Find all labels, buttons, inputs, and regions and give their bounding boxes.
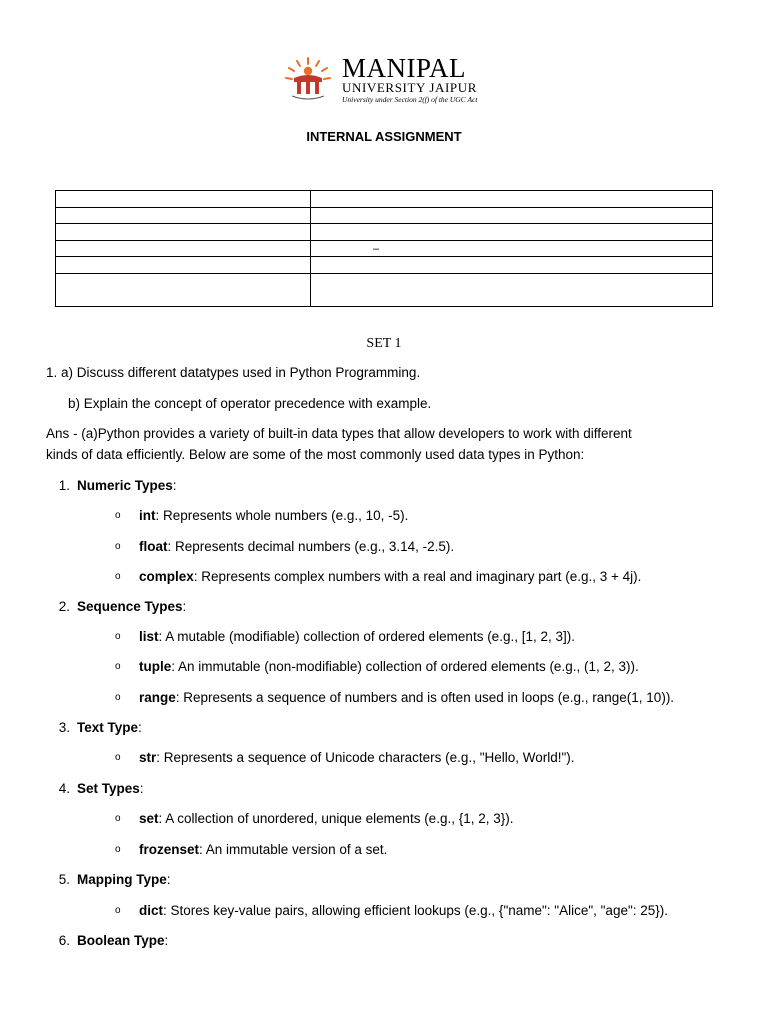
colon: :: [172, 478, 177, 493]
table-row: [56, 207, 713, 224]
set-heading: SET 1: [366, 336, 402, 351]
section-title: [77, 720, 142, 736]
section-title: [77, 599, 186, 615]
list-number: 6.: [58, 933, 70, 948]
bullet-icon: o: [115, 571, 121, 582]
table-cell: [56, 273, 311, 306]
table-row: [56, 240, 713, 257]
colon: :: [166, 872, 171, 887]
term: str: [139, 750, 157, 765]
bullet-icon: o: [115, 844, 121, 855]
logo-subtitle: UNIVERSITY JAIPUR: [342, 80, 478, 95]
bullet-icon: o: [115, 905, 121, 916]
answer-intro-line-1: Ans - (a)Python provides a variety of built-in data types that allow developers to work with different: [46, 426, 632, 441]
answer-intro-line-2: kinds of data efficiently. Below are some of the most commonly used data types in Python:: [46, 447, 585, 462]
list-number: 5.: [58, 872, 70, 887]
colon: :: [164, 933, 169, 948]
table-cell: [56, 257, 311, 274]
term: tuple: [139, 659, 172, 674]
colon: :: [182, 599, 187, 614]
bullet-icon: o: [115, 661, 121, 672]
term: complex: [139, 569, 194, 584]
term-description: : Represents a sequence of numbers and is often used in loops (e.g., range(1, 10)).: [175, 690, 675, 705]
term-description: : Stores key-value pairs, allowing efficient lookups (e.g., {"name": "Alice", "age": 25}).: [163, 903, 669, 918]
term: range: [139, 690, 176, 705]
question-b: b) Explain the concept of operator precedence with example.: [68, 396, 432, 411]
university-logo: [280, 52, 500, 108]
bullet-icon: o: [115, 631, 121, 642]
list-number: 3.: [58, 720, 70, 735]
bullet-icon: o: [115, 541, 121, 552]
section-title: [77, 781, 144, 797]
term-description: : Represents a sequence of Unicode characters (e.g., "Hello, World!").: [156, 750, 575, 765]
term: frozenset: [139, 842, 200, 857]
table-cell: [56, 224, 311, 241]
section-title-text: Mapping Type: [77, 872, 167, 887]
bullet-icon: o: [115, 752, 121, 763]
term-description: : A mutable (modifiable) collection of ordered elements (e.g., [1, 2, 3]).: [158, 629, 575, 644]
term: dict: [139, 903, 164, 918]
details-table: [55, 190, 713, 307]
term: list: [139, 629, 159, 644]
section-title: [77, 478, 177, 494]
term-description: : Represents decimal numbers (e.g., 3.14, -2.5).: [167, 539, 455, 554]
table-cell: [56, 191, 311, 208]
table-cell: [311, 273, 713, 306]
table-cell: [56, 240, 311, 257]
table-row: [56, 257, 713, 274]
bullet-icon: o: [115, 510, 121, 521]
section-title-text: Boolean Type: [77, 933, 165, 948]
list-number: 1.: [58, 478, 70, 493]
term-description: : Represents whole numbers (e.g., 10, -5).: [155, 508, 409, 523]
table-cell: [311, 257, 713, 274]
section-title: [77, 933, 168, 949]
bullet-icon: o: [115, 813, 121, 824]
table-cell: [311, 207, 713, 224]
page-title: INTERNAL ASSIGNMENT: [306, 129, 462, 144]
section-title-text: Numeric Types: [77, 478, 173, 493]
table-cell: [56, 207, 311, 224]
term-description: : An immutable version of a set.: [199, 842, 388, 857]
university-emblem-icon: [280, 52, 336, 108]
term: int: [139, 508, 156, 523]
table-row: [56, 224, 713, 241]
colon: :: [139, 781, 144, 796]
term-description: : An immutable (non-modifiable) collection of ordered elements (e.g., (1, 2, 3)).: [171, 659, 639, 674]
question-a: 1. a) Discuss different datatypes used in Python Programming.: [46, 365, 421, 380]
table-row: [56, 273, 713, 306]
logo-name: MANIPAL: [342, 53, 467, 83]
table-row: [56, 191, 713, 208]
term-description: : Represents complex numbers with a real and imaginary part (e.g., 3 + 4j).: [193, 569, 642, 584]
colon: :: [138, 720, 142, 735]
list-number: 2.: [58, 599, 70, 614]
section-title: [77, 872, 171, 888]
table-cell: [311, 224, 713, 241]
section-title-text: Sequence Types: [77, 599, 183, 614]
term: set: [139, 811, 159, 826]
section-title-text: Text Type: [77, 720, 139, 735]
term: float: [139, 539, 168, 554]
list-number: 4.: [58, 781, 70, 796]
bullet-icon: o: [115, 692, 121, 703]
logo-note: University under Section 2(f) of the UGC Act: [342, 95, 478, 104]
section-title-text: Set Types: [77, 781, 140, 796]
table-cell: [311, 191, 713, 208]
table-cell: –: [311, 240, 713, 257]
term-description: : A collection of unordered, unique elements (e.g., {1, 2, 3}).: [158, 811, 514, 826]
